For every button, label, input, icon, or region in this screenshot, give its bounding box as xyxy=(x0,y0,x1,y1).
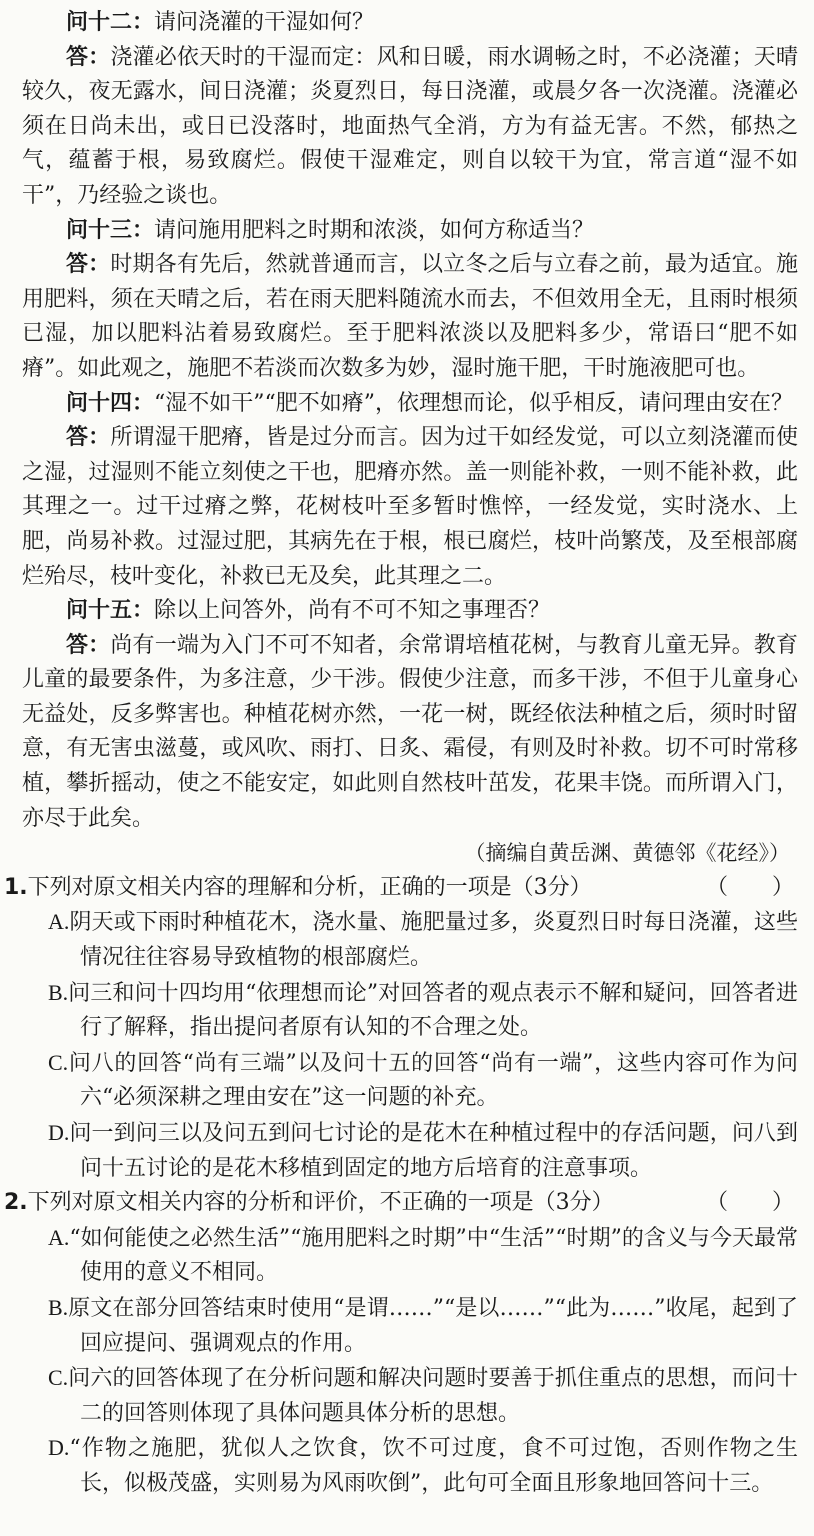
option-c[interactable] xyxy=(48,1046,798,1116)
answer-blank[interactable]: （ ） xyxy=(705,874,794,900)
option-text: 问三和问十四均用“依理想而论”对回答者的观点表示不解和疑问，回答者进行了解释，指出提问者原有认知的不合理之处。 xyxy=(68,980,798,1041)
option-text: 原文在部分回答结束时使用“是谓……”“是以……”“此为……”收尾，起到了回应提问、强调观点的作用。 xyxy=(68,1295,798,1356)
answer-paragraph xyxy=(22,629,798,837)
answer-paragraph xyxy=(22,421,798,594)
option-letter: C. xyxy=(48,1365,69,1391)
option-text: 问一到问三以及问五到问七讨论的是花木在种植过程中的存活问题，问八到问十五讨论的是花木移植到固定的地方后培育的注意事项。 xyxy=(69,1121,798,1181)
question-2-stem xyxy=(4,1186,798,1221)
question-number: 1. xyxy=(4,874,28,900)
option-letter: D. xyxy=(48,1120,70,1145)
question-paragraph xyxy=(22,6,798,41)
answer-blank[interactable]: （ ） xyxy=(705,1190,794,1216)
answer-text: 浇灌必依天时的干湿而定：风和日暖，雨水调畅之时，不必浇灌；天晴较久，夜无露水，间日浇灌；炎夏烈日，每日浇灌，或晨夕各一次浇灌。浇灌必须在日尚未出，或日已没落时，地面热气全消，方为有益无害。不然，郁热之气，蕴蓄于根，易致腐烂。假使干湿难定，则自以较干为宜，常言道“湿不如干”，乃经验之谈也。 xyxy=(22,44,798,208)
question-label: 问十二： xyxy=(66,10,155,35)
question-text: “湿不如干”“肥不如瘠”，依理想而论，似乎相反，请问理由安在？ xyxy=(154,390,794,416)
option-text: “作物之施肥，犹似人之饮食，饮不可过度，食不可过饱，否则作物之生长，似极茂盛，实则易为风雨吹倒”，此句可全面且形象地回答问十三。 xyxy=(69,1436,798,1496)
option-text: “如何能使之必然生活”“施用肥料之时期”中“生活”“时期”的含义与今天最常使用的意义不相同。 xyxy=(69,1225,798,1286)
answer-text: 所谓湿干肥瘠，皆是过分而言。因为过干如经发觉，可以立刻浇灌而使之湿，过湿则不能立刻使之干也，肥瘠亦然。盖一则能补救，一则不能补救，此其理之一。过干过瘠之弊，花树枝叶至多暂时憔悴，一经发觉，实时浇水、上肥，尚易补救。过湿过肥，其病先在于根，根已腐烂，枝叶尚繁茂，及至根部腐烂殆尽，枝叶变化，补救已无及矣，此其理之二。 xyxy=(22,425,798,589)
answer-paragraph xyxy=(22,248,798,386)
question-paragraph xyxy=(22,594,798,629)
answer-label: 答： xyxy=(66,44,111,70)
option-d[interactable] xyxy=(48,1116,798,1186)
answer-label: 答： xyxy=(66,252,111,278)
option-letter: C. xyxy=(48,1049,69,1075)
option-letter: B. xyxy=(48,979,69,1005)
question-label: 问十五： xyxy=(66,598,155,624)
question-number: 2. xyxy=(4,1190,28,1216)
option-text: 问六的回答体现了在分析问题和解决问题时要善于抓住重点的思想，而问十二的回答则体现了具体问题具体分析的思想。 xyxy=(68,1366,798,1426)
answer-text: 时期各有先后，然就普通而言，以立冬之后与立春之前，最为适宜。施用肥料，须在天晴之后，若在雨天肥料随流水而去，不但效用全无，且雨时根须已湿，加以肥料沾着易致腐烂。至于肥料浓淡以及肥料多少，常语曰“肥不如瘠”。如此观之，施肥不若淡而次数多为妙，湿时施干肥，干时施液肥可也。 xyxy=(22,252,798,381)
option-letter: A. xyxy=(48,1224,70,1250)
answer-text: 尚有一端为入门不可不知者，余常谓培植花树，与教育儿童无异。教育儿童的最要条件，为多注意，少干涉。假使少注意，而多干涉，不但于儿童身心无益处，反多弊害也。种植花树亦然，一花一树，既经依法种植之后，须时时留意，有无害虫滋蔓，或风吹、雨打、日炙、霜侵，有则及时补救。切不可时常移植，攀折摇动，使之不能安定，如此则自然枝叶茁发，花果丰饶。而所谓入门，亦尽于此矣。 xyxy=(22,632,798,831)
option-letter: B. xyxy=(48,1294,69,1320)
answer-paragraph xyxy=(22,41,798,214)
option-d[interactable] xyxy=(48,1431,798,1501)
question-1-stem xyxy=(4,871,798,906)
question-paragraph xyxy=(22,387,798,422)
option-text: 问八的回答“尚有三端”以及问十五的回答“尚有一端”，这些内容可作为问六“必须深耕之理由安在”这一问题的补充。 xyxy=(68,1050,798,1111)
answer-label: 答： xyxy=(66,632,111,658)
question-text: 请问施用肥料之时期和浓淡，如何方称适当？ xyxy=(154,217,595,243)
option-b[interactable] xyxy=(48,976,798,1046)
question-paragraph xyxy=(22,214,798,249)
question-label: 问十三： xyxy=(66,217,155,243)
answer-label: 答： xyxy=(66,425,111,451)
option-a[interactable] xyxy=(48,1221,798,1291)
question-stem: 下列对原文相关内容的分析和评价，不正确的一项是（3分） xyxy=(27,1190,614,1216)
option-c[interactable] xyxy=(48,1361,798,1431)
question-stem: 下列对原文相关内容的理解和分析，正确的一项是（3分） xyxy=(27,874,592,900)
option-text: 阴天或下雨时种植花木，浇水量、施肥量过多，炎夏烈日时每日浇灌，这些情况往往容易导致植物的根部腐烂。 xyxy=(69,910,798,971)
option-letter: A. xyxy=(48,909,70,935)
source-citation: （摘编自黄岳渊、黄德邻《花经》） xyxy=(464,841,790,866)
question-label: 问十四： xyxy=(66,390,155,416)
option-a[interactable] xyxy=(48,905,798,975)
option-letter: D. xyxy=(48,1435,70,1461)
option-b[interactable] xyxy=(48,1291,798,1361)
question-text: 除以上问答外，尚有不可不知之事理否？ xyxy=(154,598,551,624)
question-text: 请问浇灌的干湿如何？ xyxy=(154,10,375,35)
